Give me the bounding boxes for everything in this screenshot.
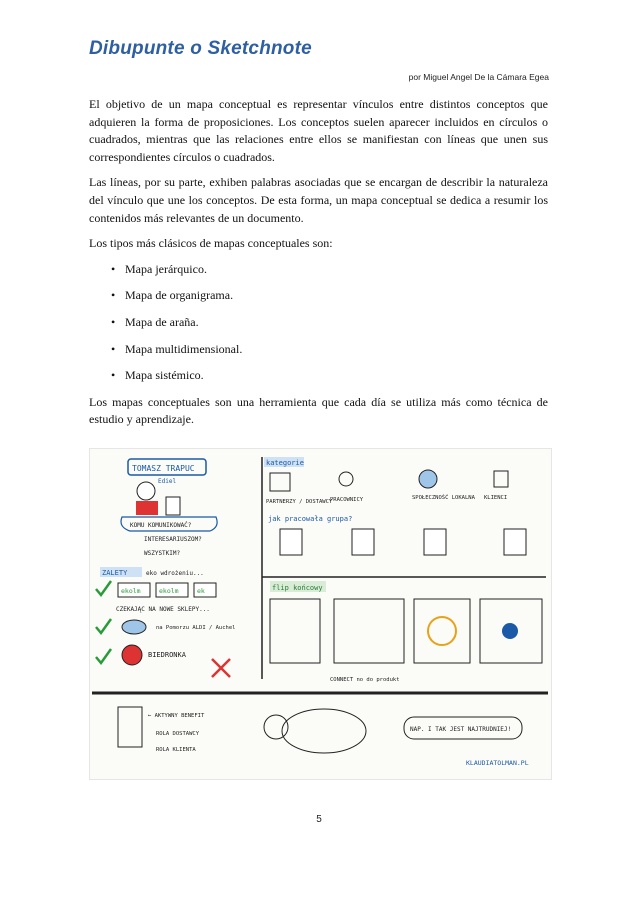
paragraph-2: Las líneas, por su parte, exhiben palabras asociadas que se encargan de describir la naturaleza del vínculo que une los conceptos. De esta forma, un mapa conceptual se dedica a resumir los contenidos más relevantes de un documento.	[89, 175, 548, 225]
nowe-label: CZEKAJĄC NA NOWE SKLEPY...	[116, 606, 210, 613]
check-icon	[96, 581, 111, 595]
person-icon	[137, 482, 155, 500]
sketch-subtitle: Ediel	[158, 478, 177, 485]
ladybug-icon	[122, 645, 142, 665]
speech-label: NAP. I TAK JEST NAJTRUDNIEJ!	[410, 726, 512, 733]
cross-icon	[212, 659, 230, 677]
note-label: ← AKTYWNY BENEFIT	[148, 713, 205, 719]
flip-panel	[334, 599, 404, 663]
paragraph-4: Los mapas conceptuales son una herramienta que cada día se utiliza más como técnica de estudio y aprendizaje.	[89, 394, 548, 427]
zalety-sub-label: eko wdrożeniu...	[146, 570, 204, 577]
category-label: PARTNERZY / DOSTAWCY	[266, 499, 333, 505]
flipchart-icon	[504, 529, 526, 555]
hub-icon	[502, 623, 518, 639]
category-label: PRACOWNICY	[330, 497, 364, 503]
person-icon	[339, 472, 353, 486]
zalety-label: ZALETY	[102, 569, 128, 577]
sketchnote-image	[89, 448, 552, 780]
map-types-list	[89, 261, 548, 385]
check-icon	[96, 619, 111, 633]
flipchart-icon	[280, 529, 302, 555]
flipchart-icon	[424, 529, 446, 555]
list-item: • Mapa sistémico.	[111, 367, 548, 385]
sketchnote-drawing	[90, 449, 551, 779]
category-label: KLIENCI	[484, 495, 508, 501]
person-icon	[118, 707, 142, 747]
thought-bubble-icon	[282, 709, 366, 753]
flip-label: flip końcowy	[272, 584, 323, 592]
category-label: SPOŁECZNOŚĆ LOKALNA	[412, 495, 475, 501]
cup-icon	[166, 497, 180, 515]
truck-icon	[122, 620, 146, 634]
list-item: • Mapa multidimensional.	[111, 341, 548, 359]
kategorie-label: kategorie	[266, 459, 304, 467]
lidl-label: na Pomorzu ALDI / Auchel	[156, 625, 236, 631]
page-title: Dibupunte o Sketchnote	[89, 38, 312, 59]
list-item: • Mapa de araña.	[111, 314, 548, 332]
question-label: WSZYSTKIM?	[144, 550, 181, 557]
biedronka-label: BIEDRONKA	[148, 651, 186, 659]
body-text	[89, 96, 548, 437]
paragraph-1: El objetivo de un mapa conceptual es representar vínculos entre distintos conceptos que adquieren la forma de proposiciones. Los conceptos suelen aparecer incluidos en círculos o cuadrados, mientras que las relaciones entre ellos se manifiestan con líneas que unen sus correspondientes círculos o cuadrados.	[89, 97, 548, 164]
factory-icon	[270, 473, 290, 491]
cup-icon	[136, 501, 158, 515]
flipchart-icon	[352, 529, 374, 555]
bottom-label: CONNECT no do produkt	[330, 677, 400, 683]
question-label: KOMU KOMUNIKOWAĆ?	[130, 522, 192, 529]
role-label: ROLA KLIENTA	[156, 747, 196, 753]
sketch-title: TOMASZ TRAPUC	[132, 464, 195, 473]
list-item: • Mapa jerárquico.	[111, 261, 548, 279]
eko-label: ek	[197, 587, 205, 595]
check-icon	[96, 649, 111, 663]
list-item: • Mapa de organigrama.	[111, 287, 548, 305]
globe-icon	[419, 470, 437, 488]
cycle-icon	[428, 617, 456, 645]
role-label: ROLA DOSTAWCY	[156, 731, 200, 737]
flip-panel	[414, 599, 470, 663]
author-line: por Miguel Angel De la Cámara Egea	[408, 72, 549, 82]
page-number: 5	[316, 814, 322, 825]
group-label: jak pracowała grupa?	[268, 515, 353, 523]
flip-panel	[270, 599, 320, 663]
question-label: INTERESARIUSZOM?	[144, 536, 202, 543]
person-icon	[264, 715, 288, 739]
site-label: KLAUDIATOLMAN.PL	[466, 759, 529, 767]
person-icon	[494, 471, 508, 487]
eko-label: ekolm	[159, 587, 179, 595]
paragraph-3: Los tipos más clásicos de mapas conceptuales son:	[89, 236, 333, 251]
eko-label: ekolm	[121, 587, 141, 595]
